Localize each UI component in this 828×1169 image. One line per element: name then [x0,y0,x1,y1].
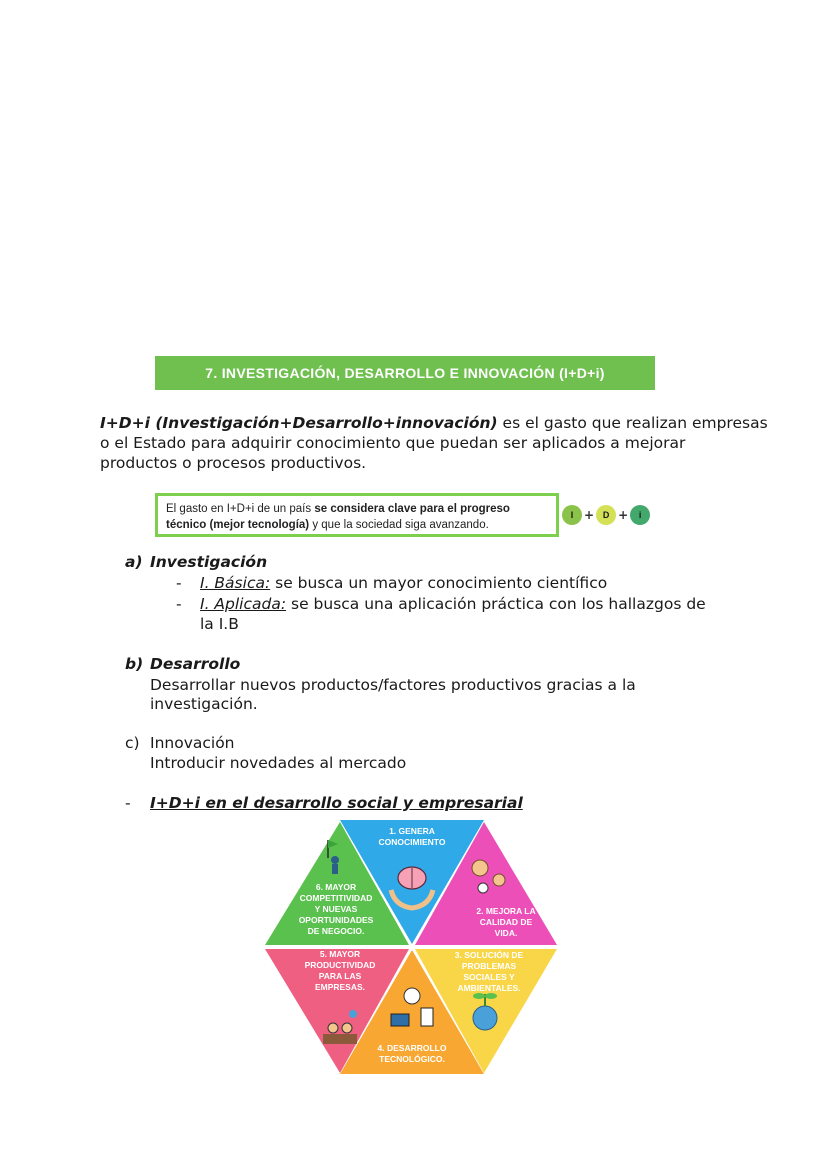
keybox-line1-bold: se considera clave para el progreso [314,503,510,515]
segment-label-line: 4. DESARROLLO [377,1043,447,1053]
segment-label-line: Y NUEVAS [314,904,358,914]
list-marker-c: c) [125,734,140,752]
plus-sign: + [584,508,595,522]
basica-text: se busca un mayor conocimiento científico [270,574,608,592]
list-title-desarrollo: Desarrollo [150,655,241,673]
segment-label-line: EMPRESAS. [314,982,366,992]
list-item-aplicada [200,594,706,614]
earth-plant-icon [473,993,497,1030]
aplicada-label: I. Aplicada: [200,595,287,613]
idi-hexagon-infographic [263,818,559,1076]
segment-label-line: PROBLEMAS [461,961,517,971]
aplicada-text: se busca una aplicación práctica con los hallazgos de [286,595,706,613]
desarrollo-line-2: investigación. [150,695,258,713]
segment-label-line: VIDA. [494,928,518,938]
intro-line1-rest: es el gasto que realizan empresas [497,414,768,432]
dash: - [176,595,182,613]
keybox-line1-plain: El gasto en I+D+i de un país [166,503,315,515]
list-item-basica [200,573,607,593]
badge-d: D [596,505,616,525]
segment-label-line: PARA LAS [318,971,362,981]
list-marker-a: a) [125,553,143,571]
list-marker-b: b) [125,655,144,673]
segment-label-line: 1. GENERA [389,826,435,836]
keybox-line2-bold: técnico (mejor tecnología) [166,519,310,531]
segment-label-line: 6. MAYOR [315,882,357,892]
segment-label-4 [378,1043,447,1064]
segment-label-line: DE NEGOCIO. [307,926,365,936]
keybox-line2-plain: y que la sociedad siga avanzando. [309,519,489,531]
dash: - [176,574,182,592]
plus-sign: + [618,508,629,522]
intro-line-1 [100,413,768,433]
aplicada-continuation: la I.B [200,615,239,633]
segment-label-line: SOCIALES Y [463,972,515,982]
intro-line-2: o el Estado para adquirir conocimiento que puedan ser aplicados a mejorar [100,434,686,452]
keybox-line-1 [166,501,548,517]
segment-label-line: AMBIENTALES. [457,983,521,993]
social-development-title: I+D+i en el desarrollo social y empresarial [150,794,523,812]
segment-label-line: 3. SOLUCIÓN DE [454,950,524,960]
segment-label-line: CALIDAD DE [479,917,533,927]
segment-label-line: TECNOLÓGICO. [379,1054,445,1064]
segment-label-line: CONOCIMIENTO [378,837,446,847]
list-title-innovacion: Innovación [150,734,235,752]
innovacion-line-1: Introducir novedades al mercado [150,754,407,772]
segment-label-line: OPORTUNIDADES [298,915,374,925]
segment-label-line: PRODUCTIVIDAD [304,960,376,970]
badge-i: I [562,505,582,525]
section-heading: 7. INVESTIGACIÓN, DESARROLLO E INNOVACIÓN (I+D+i) [155,356,655,390]
list-title-investigacion: Investigación [150,553,268,571]
intro-line-3: productos o procesos productivos. [100,454,367,472]
intro-term: I+D+i (Investigación+Desarrollo+innovación) [100,414,498,432]
badge-small-i: i [630,505,650,525]
basica-label: I. Básica: [200,574,271,592]
keybox-line-2 [166,517,548,533]
dash: - [125,794,131,812]
idi-badges [562,505,650,525]
segment-label-line: 2. MEJORA LA [476,906,536,916]
segment-label-line: 5. MAYOR [319,949,361,959]
desarrollo-line-1: Desarrollar nuevos productos/factores productivos gracias a la [150,676,636,694]
key-callout-box [155,493,559,537]
segment-label-line: COMPETITIVIDAD [299,893,373,903]
